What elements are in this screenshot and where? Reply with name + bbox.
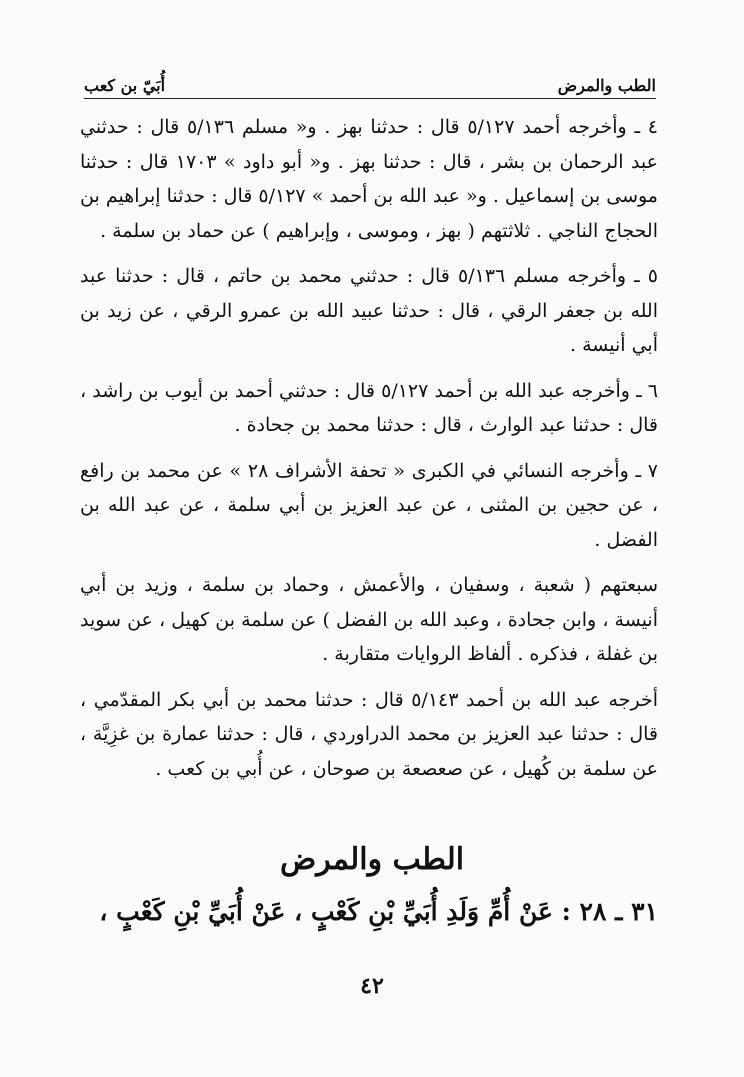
paragraph-7: ٧ ـ وأخرجه النسائي في الكبرى « تحفة الأشراف ٢٨ » عن محمد بن رافع ، عن حجين بن المثنى ، عن عبد العزيز بن أبي سلمة ، عن عبد الله بن الفضل . <box>80 459 658 551</box>
paragraph-6: ٦ ـ وأخرجه عبد الله بن أحمد ٥/١٢٧ قال : حدثني أحمد بن أيوب بن راشد ، قال : حدثنا عبد الوارث ، قال : حدثنا محمد بن جحادة . <box>80 379 659 436</box>
paragraph-5: ٥ ـ وأخرجه مسلم ٥/١٣٦ قال : حدثني محمد بن حاتم ، قال : حدثنا عبد الله بن جعفر الرقي ، قال : حدثنا عبيد الله بن عمرو الرقي ، عن زيد بن أبي أنيسة . <box>80 265 658 356</box>
body-text <box>80 110 658 786</box>
paragraph-summary: سبعتهم ( شعبة ، وسفيان ، والأعمش ، وحماد بن سلمة ، وزيد بن أبي أنيسة ، وابن جحادة ، وعبد الله بن الفضل ) عن سلمة بن كهيل ، عن سويد بن غفلة ، فذكره . ألفاظ الروايات متقاربة . <box>80 574 658 665</box>
running-head-section: الطب والمرض <box>557 76 656 95</box>
section-title: الطب والمرض <box>279 842 465 877</box>
page-number: ٤٢ <box>360 973 384 999</box>
running-head-title: أُبَيّ بن كعب <box>84 76 166 95</box>
hadith-heading: ٣١ ـ ٢٨ : عَنْ أُمِّ وَلَدِ أُبَيِّ بْنِ كَعْبٍ ، عَنْ أُبَيِّ بْنِ كَعْبٍ ، <box>99 897 658 926</box>
paragraph-4: ٤ ـ وأخرجه أحمد ٥/١٢٧ قال : حدثنا بهز . و« مسلم ٥/١٣٦ قال : حدثني عبد الرحمان بن بشر ، قال : حدثنا بهز . و« أبو داود » ١٧٠٣ قال : حدثنا موسى بن إسماعيل . و« عبد الله بن أحمد » ٥/١٢٧ قال : حدثنا إبراهيم بن الحجاج الناجي . ثلاثتهم ( بهز ، وموسى ، وإبراهيم ) عن حماد بن سلمة . <box>80 116 658 242</box>
paragraph-abdullah: أخرجه عبد الله بن أحمد ٥/١٤٣ قال : حدثنا محمد بن أبي بكر المقدّمي ، قال : حدثنا عبد العزيز بن محمد الدراوردي ، قال : حدثنا عمارة بن غزِيَّة ، عن سلمة بن كُهيل ، عن صعصعة بن صوحان ، عن أُبي بن كعب . <box>80 688 658 780</box>
running-head <box>84 68 656 99</box>
